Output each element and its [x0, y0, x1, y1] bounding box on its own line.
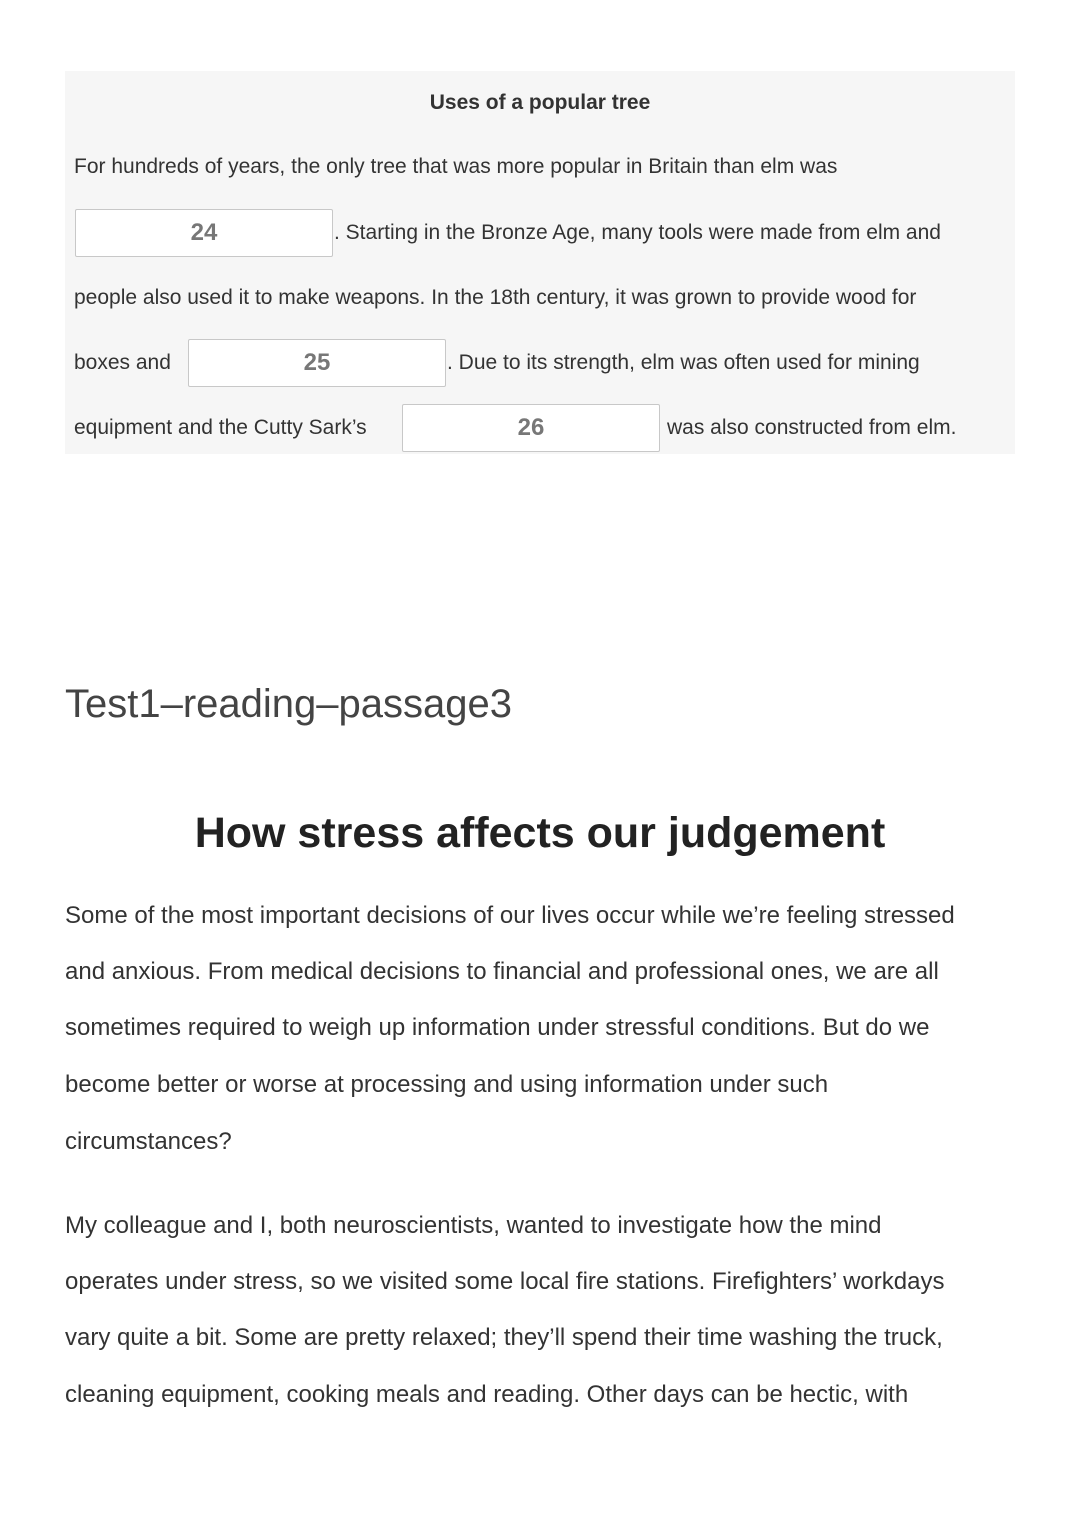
answer-gap-24[interactable]: 24	[75, 209, 333, 257]
article-title: How stress affects our judgement	[194, 809, 886, 857]
summary-line-5-start: equipment and the Cutty Sark’s	[74, 416, 367, 439]
answer-gap-26[interactable]: 26	[402, 404, 660, 452]
paragraph-2-line: My colleague and I, both neuroscientists, wanted to investigate how the mind	[65, 1212, 882, 1239]
paragraph-1-line: circumstances?	[65, 1128, 232, 1155]
summary-line-4-end: . Due to its strength, elm was often used for mining	[447, 351, 920, 374]
summary-line-1: For hundreds of years, the only tree that was more popular in Britain than elm was	[74, 155, 838, 178]
paragraph-2-line: operates under stress, so we visited some local fire stations. Firefighters’ workdays	[65, 1268, 945, 1295]
section-label: Test1–reading–passage3	[65, 682, 513, 726]
summary-completion-box	[65, 71, 1015, 454]
summary-line-2: . Starting in the Bronze Age, many tools were made from elm and	[334, 221, 941, 244]
paragraph-1-line: and anxious. From medical decisions to financial and professional ones, we are all	[65, 958, 939, 985]
summary-line-5-end: was also constructed from elm.	[667, 416, 957, 439]
paragraph-1-line: become better or worse at processing and using information under such	[65, 1071, 829, 1098]
summary-title: Uses of a popular tree	[429, 91, 651, 114]
paragraph-2-line: cleaning equipment, cooking meals and reading. Other days can be hectic, with	[65, 1381, 909, 1408]
answer-gap-25[interactable]: 25	[188, 339, 446, 387]
summary-line-4-start: boxes and	[74, 351, 171, 374]
paragraph-2-line: vary quite a bit. Some are pretty relaxed; they’ll spend their time washing the truck,	[65, 1324, 943, 1351]
paragraph-1-line: Some of the most important decisions of our lives occur while we’re feeling stressed	[65, 902, 955, 929]
paragraph-1-line: sometimes required to weigh up information under stressful conditions. But do we	[65, 1014, 930, 1041]
summary-line-3: people also used it to make weapons. In the 18th century, it was grown to provide wood for	[74, 286, 917, 309]
